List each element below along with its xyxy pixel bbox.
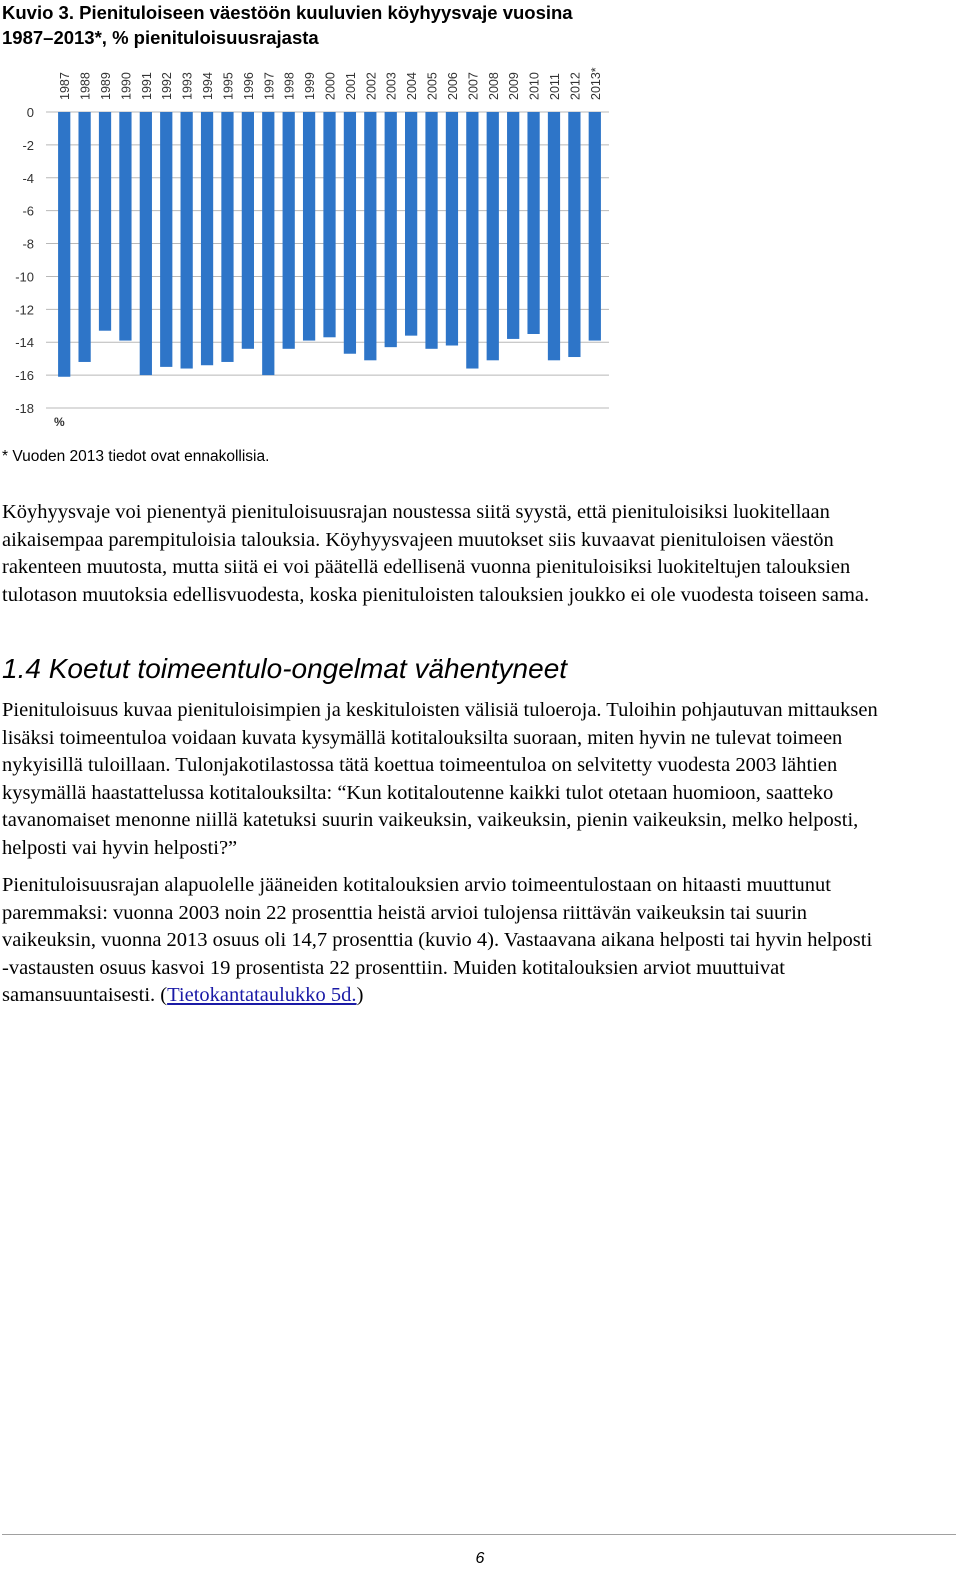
paragraph-2-line: helposti vai hyvin helposti?”	[2, 836, 238, 859]
bar	[58, 112, 70, 377]
bar	[78, 112, 90, 362]
bar	[99, 112, 111, 331]
x-tick-label: 2008	[486, 72, 501, 100]
bar	[221, 112, 233, 362]
bar	[283, 112, 295, 349]
page-number: 6	[475, 1550, 485, 1567]
y-tick-label: 0	[26, 105, 34, 120]
bar	[568, 112, 580, 357]
bar	[548, 112, 560, 360]
paragraph-2-line: lisäksi toimeentuloa voidaan kuvata kysymällä kotitalouksilta suoraan, miten hyvin ne tulevat toimeen	[2, 726, 843, 749]
figure-title-line1: Kuvio 3. Pienituloiseen väestöön kuuluvien köyhyysvaje vuosina	[2, 2, 573, 23]
y-tick-label: -18	[15, 401, 34, 416]
bar	[160, 112, 172, 367]
x-tick-label: 2004	[405, 72, 420, 100]
x-tick-label: 2003	[384, 72, 399, 100]
paragraph-3-line: paremmaksi: vuonna 2003 noin 22 prosenttia heistä arvioi tulojensa riittävän vaikeuksin tai suurin	[2, 901, 808, 924]
bar	[589, 112, 601, 341]
paragraph-2	[2, 697, 960, 862]
x-tick-label: 1997	[262, 72, 277, 100]
paragraph-1-line: rakenteen muutosta, mutta siitä ei voi päätellä edellisenä vuonna pienituloisiksi luokiteltujen talouksien	[2, 556, 851, 578]
x-tick-label: 2002	[364, 72, 379, 100]
paragraph-1-line: Köyhyysvaje voi pienentyä pienituloisuusrajan noustessa siitä syystä, että pienituloisiksi luokitellaan	[2, 501, 830, 523]
bar	[181, 112, 193, 369]
x-tick-label: 2011	[547, 73, 562, 100]
bar	[303, 112, 315, 341]
y-tick-label: -4	[22, 170, 34, 186]
paragraph-3-line: vaikeuksin, vuonna 2013 osuus oli 14,7 prosenttia (kuvio 4). Vastaavana aikana helposti tai hyvin helposti	[2, 929, 873, 951]
paragraph-3-line: -vastausten osuus kasvoi 19 prosentista 22 prosenttiin. Muiden kotitalouksien arviot muuttuivat	[2, 956, 785, 979]
paragraph-2-line: Pienituloisuus kuvaa pienituloisimpien ja keskituloisten välisiä tuloeroja. Tuloihin pohjautuvan mittauksen	[2, 699, 878, 721]
x-tick-label: 1989	[99, 72, 114, 100]
figure-title-line2: 1987–2013*, % pienituloisuusrajasta	[2, 27, 319, 48]
paragraph-1-line: tulotason muutoksia edellisvuodesta, koska pienituloisten talouksien joukko ei ole vuodesta toiseen sama.	[2, 583, 870, 606]
y-tick-label: -10	[15, 269, 34, 285]
x-tick-label: 2006	[445, 72, 460, 100]
bar	[344, 112, 356, 354]
x-tick-label: 1990	[119, 72, 134, 100]
x-tick-label: 1987	[58, 72, 73, 100]
x-tick-label: 1999	[303, 72, 318, 100]
x-tick-label: 1994	[201, 72, 216, 100]
x-tick-label: 1992	[160, 72, 175, 100]
x-tick-label: 2009	[507, 72, 522, 100]
x-tick-label: 1996	[241, 72, 256, 100]
bar	[262, 112, 274, 375]
bar	[466, 112, 478, 369]
bar	[527, 112, 539, 334]
x-tick-label: 1993	[180, 72, 195, 100]
y-unit-label: %	[54, 415, 65, 429]
x-tick-label: 1988	[78, 72, 93, 100]
paragraph-3-last-prefix: samansuuntaisesti. (	[2, 984, 168, 1006]
paragraph-2-line: tavanomaiset menonne niillä katetuksi suurin vaikeuksin, vaikeuksin, pienin vaikeuksin, melko helposti,	[2, 809, 859, 831]
bar	[140, 112, 152, 375]
paragraph-3-last-suffix: )	[356, 984, 364, 1006]
x-tick-label: 1998	[282, 72, 297, 100]
y-tick-label: -12	[15, 302, 34, 318]
footer-divider	[2, 1534, 956, 1535]
figure-note: * Vuoden 2013 tiedot ovat ennakollisia.	[2, 448, 270, 465]
y-tick-label: -8	[22, 236, 34, 252]
x-tick-label: 2007	[466, 72, 481, 100]
x-tick-label: 2000	[323, 72, 338, 100]
x-tick-label: 2010	[527, 72, 542, 100]
paragraph-1-line: aikaisempaa parempituloisia talouksia. Köyhyysvajeen muutokset siis kuvaavat pienituloisen väestön	[2, 528, 834, 551]
bar	[242, 112, 254, 349]
x-tick-label: 2012	[568, 72, 583, 100]
bar	[119, 112, 131, 341]
database-table-link[interactable]: Tietokantataulukko 5d.	[167, 984, 357, 1006]
x-tick-label: 2001	[343, 72, 358, 100]
paragraph-2-line: kysymällä haastattelussa kotitalouksilta: “Kun kotitaloutenne kaikki tulot otetaan huomioon, saatteko	[2, 781, 834, 804]
bar	[201, 112, 213, 365]
bar	[323, 112, 335, 337]
paragraph-2-line: nykyisillä tuloillaan. Tulonjakotilastossa tätä koettua toimeentuloa on selvitetty vuodesta 2003 lähtien	[2, 754, 838, 776]
paragraph-3	[2, 872, 960, 1010]
bar-chart	[0, 0, 960, 440]
y-tick-label: -2	[22, 137, 34, 153]
paragraph-3-last-line	[2, 982, 960, 1010]
bar	[405, 112, 417, 336]
bar	[487, 112, 499, 360]
y-tick-label: -6	[22, 203, 34, 219]
bar	[385, 112, 397, 347]
y-tick-label: -14	[15, 335, 34, 351]
x-tick-label: 1995	[221, 72, 236, 100]
bar	[425, 112, 437, 349]
x-tick-label: 2005	[425, 72, 440, 100]
section-heading: 1.4 Koetut toimeentulo-ongelmat vähentyneet	[2, 653, 568, 684]
paragraph-3-line: Pienituloisuusrajan alapuolelle jääneiden kotitalouksien arvio toimeentulostaan on hitaasti muuttunut	[2, 874, 831, 896]
bar	[507, 112, 519, 339]
bar	[364, 112, 376, 360]
x-tick-label: 2013*	[588, 67, 603, 100]
y-tick-label: -16	[15, 368, 34, 384]
bar	[446, 112, 458, 346]
x-tick-label: 1991	[139, 72, 154, 100]
paragraph-1	[2, 499, 960, 609]
